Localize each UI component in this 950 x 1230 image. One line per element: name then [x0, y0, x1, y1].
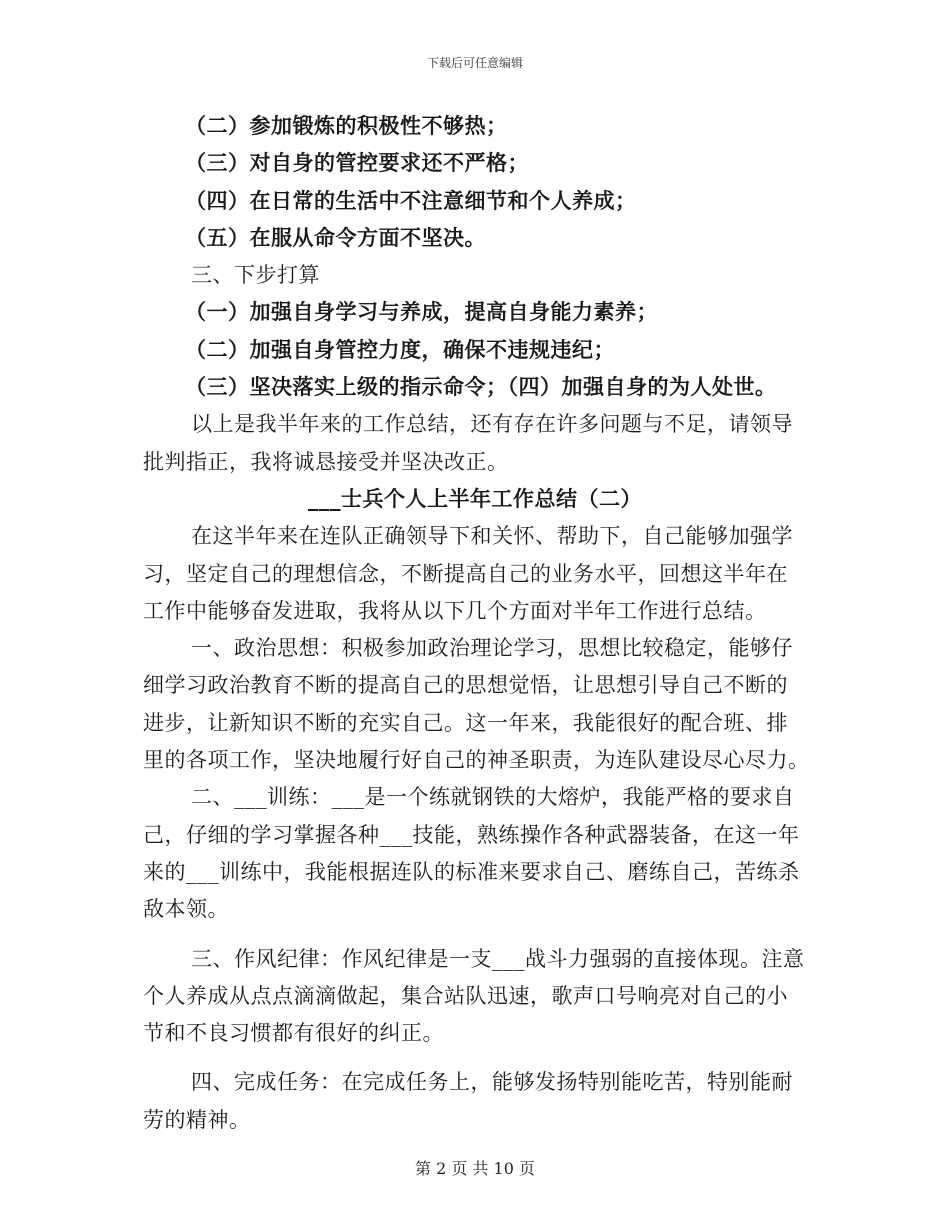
- paragraph-line: 二、___训练：___是一个练就钢铁的大熔炉，我能严格的要求自: [191, 785, 795, 810]
- paragraph-gap: [143, 1052, 807, 1064]
- bold-list-item: （三）坚决落实上级的指示命令；（四）加强自身的为人处世。: [185, 375, 777, 400]
- paragraph-line: 批判指正，我将诚恳接受并坚决改正。: [143, 449, 509, 474]
- bold-list-item: （二）加强自身管控力度，确保不违规违纪；: [185, 337, 615, 362]
- paragraph-line: 习，坚定自己的理想信念，不断提高自己的业务水平，回想这半年在: [143, 561, 788, 586]
- document-body: [143, 108, 810, 1139]
- paragraph-line: 以上是我半年来的工作总结，还有存在许多问题与不足，请领导: [191, 412, 793, 437]
- paragraph-line: 四、完成任务：在完成任务上，能够发扬特别能吃苦，特别能耐: [191, 1070, 793, 1095]
- paragraph-line: 进步，让新知识不断的充实自己。这一年来，我能很好的配合班、排: [143, 710, 788, 735]
- paragraph-line: 节和不良习惯都有很好的纠正。: [143, 1021, 444, 1046]
- bold-list-item: （二）参加锻炼的积极性不够热；: [185, 114, 508, 138]
- paragraph-line: 个人养成从点点滴滴做起，集合站队迅速，歌声口号响亮对自己的小: [143, 983, 788, 1008]
- paragraph-line: 在这半年来在连队正确领导下和关怀、帮助下，自己能够加强学: [191, 524, 793, 549]
- page-number: 第 2 页 共 10 页: [415, 1159, 535, 1178]
- bold-list-item: （三）对自身的管控要求还不严格；: [185, 151, 529, 176]
- paragraph-line: 敌本领。: [143, 897, 229, 922]
- paragraph-line: 己，仔细的学习掌握各种___技能，熟练操作各种武器装备，在这一年: [143, 822, 800, 847]
- document-title: ___士兵个人上半年工作总结（二）: [308, 486, 642, 511]
- paragraph-gap: [143, 929, 807, 941]
- paragraph-line: 工作中能够奋发进取，我将从以下几个方面对半年工作进行总结。: [143, 598, 767, 623]
- paragraph-line: 来的___训练中，我能根据连队的标准来要求自己、磨练自己，苦练杀: [143, 859, 800, 884]
- paragraph-line: 里的各项工作，坚决地履行好自己的神圣职责，为连队建设尽心尽力。: [143, 748, 810, 773]
- paragraph-line: 细学习政治教育不断的提高自己的思想觉悟，让思想引导自己不断的: [143, 673, 788, 698]
- bold-list-item: （一）加强自身学习与养成，提高自身能力素养；: [185, 300, 658, 325]
- download-note: 下载后可任意编辑: [426, 56, 523, 70]
- bold-list-item: （四）在日常的生活中不注意细节和个人养成；: [185, 188, 637, 213]
- section-heading: 三、下步打算: [191, 263, 320, 288]
- paragraph-line: 一、政治思想：积极参加政治理论学习，思想比较稳定，能够仔: [191, 636, 793, 661]
- paragraph-line: 劳的精神。: [143, 1107, 251, 1132]
- bold-list-item: （五）在服从命令方面不坚决。: [185, 225, 486, 250]
- paragraph-line: 三、作风纪律：作风纪律是一支___战斗力强弱的直接体现。注意: [191, 946, 805, 971]
